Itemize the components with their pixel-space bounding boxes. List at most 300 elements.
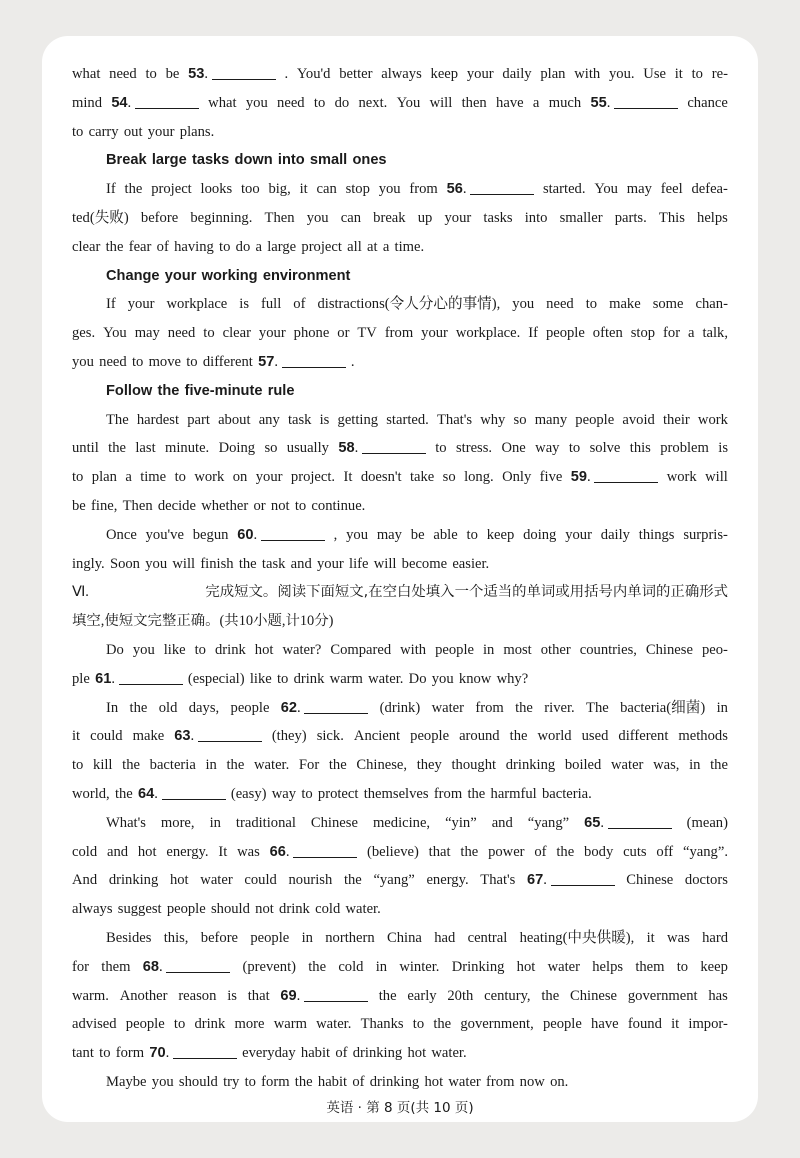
word: had <box>434 929 456 946</box>
word: and <box>106 843 129 860</box>
word: big, <box>268 181 291 198</box>
word: That's <box>436 411 473 428</box>
word: people <box>125 1016 165 1033</box>
word: things <box>638 526 675 543</box>
word: do <box>235 238 251 255</box>
answer-blank[interactable] <box>362 437 426 454</box>
word: to <box>276 670 289 687</box>
word: could <box>244 872 277 889</box>
word: harmful <box>490 785 537 802</box>
word: Use <box>643 66 666 82</box>
text-line <box>72 722 728 751</box>
section-instruction <box>72 607 728 636</box>
word: you <box>132 641 155 658</box>
word: at <box>367 238 378 255</box>
word: looks <box>200 181 233 198</box>
word: central <box>467 929 508 946</box>
word: the <box>541 987 560 1004</box>
word: ple <box>72 670 90 687</box>
word: to <box>194 641 206 658</box>
word: to <box>145 66 157 82</box>
word: ges. <box>72 325 96 342</box>
word: drinking <box>369 1073 420 1090</box>
word: (believe) <box>366 843 419 860</box>
word: like <box>249 670 272 687</box>
text-line <box>72 895 728 924</box>
word: habit <box>317 1073 348 1090</box>
word: need <box>99 353 127 370</box>
word: a <box>125 469 132 486</box>
word: will <box>705 469 728 486</box>
word: full <box>261 296 282 313</box>
word: was, <box>653 757 680 774</box>
word: that <box>247 987 270 1004</box>
text-line <box>72 319 728 348</box>
word: (especial) <box>187 670 245 687</box>
answer-blank[interactable] <box>261 524 325 541</box>
word: Break <box>106 152 147 169</box>
word: a <box>688 325 695 342</box>
word: any <box>258 411 280 428</box>
word: used <box>581 728 609 745</box>
word: the <box>105 238 124 255</box>
word: Once <box>106 526 137 543</box>
question-blank: 57. <box>258 348 346 377</box>
word: was <box>237 843 260 860</box>
word: be <box>410 526 425 543</box>
answer-blank[interactable] <box>198 725 262 742</box>
word: time <box>140 469 167 486</box>
word: the <box>226 757 245 774</box>
word: may <box>134 325 160 342</box>
word: peo- <box>701 641 728 658</box>
word: you've <box>145 526 184 543</box>
word: in <box>301 929 313 946</box>
word: your <box>258 325 286 342</box>
word: move <box>148 353 181 370</box>
text-line <box>72 492 728 521</box>
word: the <box>378 987 397 1004</box>
word: TV <box>357 325 377 342</box>
word: to <box>568 440 581 457</box>
word: your <box>147 123 175 140</box>
word: everyday <box>242 1045 296 1062</box>
word: (mean) <box>686 814 728 831</box>
question-number: 63 <box>174 728 191 745</box>
word: of <box>534 843 547 860</box>
word: too <box>240 181 260 198</box>
word: from <box>475 699 504 716</box>
word: become <box>401 555 448 572</box>
word: up <box>417 209 433 226</box>
word: to <box>72 469 84 486</box>
word: may <box>626 181 652 198</box>
word: all <box>347 238 362 255</box>
word: ingly. <box>72 555 105 572</box>
word: winter. <box>399 958 440 975</box>
answer-blank[interactable] <box>614 92 678 109</box>
word: themselves <box>363 785 429 802</box>
word: warm <box>329 670 363 687</box>
word: smaller <box>559 209 603 226</box>
word: the <box>157 382 180 399</box>
word: the <box>343 872 362 889</box>
word: the <box>460 843 479 860</box>
word: Soon <box>109 555 140 572</box>
word: early <box>407 987 437 1004</box>
word: take <box>409 469 435 486</box>
word: task <box>287 411 312 428</box>
word: is <box>239 296 250 313</box>
word: out <box>123 123 143 140</box>
word: the <box>122 757 140 774</box>
word: beginning. <box>190 209 253 226</box>
text-line <box>72 751 728 780</box>
word: started. <box>386 411 429 428</box>
word: so <box>264 440 278 457</box>
word: and <box>491 814 513 831</box>
word: methods <box>678 728 728 745</box>
question-blank: 68. <box>143 953 231 982</box>
word: drinking <box>505 757 556 774</box>
question-blank: 67. <box>527 866 615 895</box>
word: part <box>187 411 210 428</box>
word: what <box>72 66 101 82</box>
word: nourish <box>288 872 333 889</box>
word: ones <box>352 152 387 169</box>
word: One <box>501 440 526 457</box>
word: “yang”. <box>683 843 728 860</box>
word: like <box>163 641 186 658</box>
word: getting <box>337 411 379 428</box>
text-line <box>72 665 728 694</box>
word: you <box>346 526 368 543</box>
text-line <box>72 89 728 118</box>
text-line <box>72 694 728 723</box>
word: or <box>253 497 266 514</box>
answer-blank[interactable] <box>119 668 183 685</box>
word: about <box>218 411 251 428</box>
word: project. <box>290 469 336 486</box>
word: cold <box>338 958 364 975</box>
answer-blank[interactable] <box>173 1042 237 1059</box>
text-line <box>72 204 728 233</box>
word: cold <box>315 901 341 918</box>
word: from <box>433 785 463 802</box>
question-number: 59 <box>570 469 587 486</box>
word: the <box>308 958 327 975</box>
word: will <box>373 555 397 572</box>
word: be <box>72 497 86 514</box>
word: For <box>298 757 320 774</box>
question-number: 58 <box>338 440 355 457</box>
word: make <box>609 296 641 313</box>
word: workplace <box>166 296 228 313</box>
exam-page <box>42 36 758 1122</box>
word: what <box>208 94 237 111</box>
word: , <box>333 526 338 543</box>
question-blank: 70. <box>149 1039 237 1068</box>
question-blank: 56. <box>447 175 535 204</box>
word: helps <box>592 958 624 975</box>
text-line <box>72 118 728 147</box>
word: workplace. <box>455 325 521 342</box>
question-blank: 62. <box>281 694 369 723</box>
word: daily <box>600 526 630 543</box>
word: You <box>396 94 421 111</box>
word: bacteria(细菌) <box>620 699 706 716</box>
question-blank: 65. <box>584 809 672 838</box>
word: northern <box>325 929 375 946</box>
text-line <box>72 463 728 492</box>
answer-blank[interactable] <box>293 841 357 858</box>
word: other <box>540 641 571 658</box>
answer-blank[interactable] <box>470 178 534 195</box>
word: last <box>135 440 156 457</box>
question-number: 56 <box>446 181 463 198</box>
word: break <box>373 209 406 226</box>
word: you <box>245 94 268 111</box>
word: talk, <box>702 325 728 342</box>
word: have <box>496 94 524 111</box>
word: you <box>306 209 329 226</box>
text-line <box>72 636 728 665</box>
word: started. <box>542 181 586 198</box>
answer-blank[interactable] <box>282 351 346 368</box>
text-line <box>72 233 728 262</box>
word: people <box>230 699 270 716</box>
word: the <box>467 785 486 802</box>
word: impor- <box>688 1016 728 1033</box>
word: having <box>174 238 214 255</box>
question-number: 54 <box>111 94 128 111</box>
word: better <box>339 66 373 82</box>
word: medicine, <box>372 814 431 831</box>
word: to <box>72 123 84 140</box>
word: to <box>99 1045 111 1062</box>
word: hard <box>702 929 728 946</box>
word: days, <box>188 699 220 716</box>
answer-blank[interactable] <box>304 697 368 714</box>
word: government, <box>460 1016 534 1033</box>
word: cold <box>72 843 98 860</box>
word: thought <box>451 757 497 774</box>
word: Ancient <box>353 728 401 745</box>
question-number: 69 <box>280 987 297 1004</box>
word: doing <box>523 526 557 543</box>
word: What's <box>106 814 146 831</box>
word: the <box>509 728 528 745</box>
word: Do <box>106 641 124 658</box>
word: easier. <box>452 555 490 572</box>
word: keep <box>430 66 459 82</box>
word: need <box>277 94 305 111</box>
question-number: 61 <box>95 670 112 687</box>
word: small <box>309 152 348 169</box>
word: chan- <box>695 296 728 313</box>
answer-blank[interactable] <box>608 812 672 829</box>
section-instruction <box>72 578 728 607</box>
word: next. <box>358 94 388 111</box>
word: of <box>293 296 306 313</box>
question-number: 70 <box>149 1045 166 1062</box>
word: Then <box>122 497 153 514</box>
word: the <box>515 699 533 716</box>
word: the <box>294 1073 313 1090</box>
word: water. <box>431 1045 467 1062</box>
word: keep <box>486 526 515 543</box>
word: ted(失败) <box>72 209 129 226</box>
word: people <box>575 411 615 428</box>
word: people <box>545 325 585 342</box>
word: And <box>72 872 98 889</box>
word: Chinese, <box>356 757 408 774</box>
word: whether <box>201 497 249 514</box>
word: this <box>629 440 651 457</box>
word: of <box>156 238 169 255</box>
answer-blank[interactable] <box>594 466 658 483</box>
word: to <box>72 757 84 774</box>
question-blank: 66. <box>270 838 358 867</box>
word: need <box>546 296 574 313</box>
text-line <box>72 1068 728 1097</box>
word: people <box>435 641 474 658</box>
word: in <box>716 699 728 716</box>
question-blank: 54. <box>111 89 199 118</box>
word: the <box>108 440 126 457</box>
text-line <box>72 982 728 1011</box>
word: hot <box>424 1073 444 1090</box>
word: their <box>662 411 690 428</box>
word: some <box>652 296 684 313</box>
word: habit <box>300 1045 331 1062</box>
word: to <box>131 353 144 370</box>
word: with <box>574 66 601 82</box>
answer-blank[interactable] <box>166 956 230 973</box>
answer-blank[interactable] <box>135 92 199 109</box>
word: for <box>663 325 681 342</box>
word: to <box>313 94 326 111</box>
word: your <box>444 209 472 226</box>
word: “yang” <box>527 814 570 831</box>
text-line <box>72 953 728 982</box>
word: it <box>72 728 81 745</box>
word: people <box>542 1016 582 1033</box>
word: traditional <box>235 814 296 831</box>
word: large <box>151 152 187 169</box>
word: drink <box>214 641 246 658</box>
word: not <box>255 901 274 918</box>
word: hot <box>516 958 536 975</box>
section-heading <box>72 146 728 175</box>
word: boiled <box>564 757 602 774</box>
answer-blank[interactable] <box>551 869 615 886</box>
word: way <box>535 440 560 457</box>
text-line <box>72 406 728 435</box>
word: this, <box>163 929 189 946</box>
word: have <box>591 1016 619 1033</box>
question-number: 64 <box>138 785 155 802</box>
word: stop <box>345 181 370 198</box>
word: You'd <box>296 66 331 82</box>
word: work <box>697 411 728 428</box>
word: you <box>512 296 535 313</box>
word: it <box>646 929 655 946</box>
word: able <box>433 526 458 543</box>
word: to <box>585 296 598 313</box>
word: . <box>350 353 355 370</box>
word: from <box>409 181 438 198</box>
word: minute. <box>165 440 210 457</box>
question-number: 65 <box>584 814 601 831</box>
word: to <box>466 526 478 543</box>
word: the <box>129 699 148 716</box>
word: to <box>186 353 198 370</box>
word: always <box>72 901 113 918</box>
word: you. <box>608 66 635 82</box>
word: feel <box>660 181 683 198</box>
word: advised <box>72 1016 117 1033</box>
word: to <box>174 469 186 486</box>
word: much <box>548 94 582 111</box>
word: it <box>299 181 308 198</box>
question-blank: 69. <box>280 982 368 1011</box>
word: to <box>294 497 307 514</box>
word: warm <box>273 1016 307 1033</box>
section-heading <box>72 262 728 291</box>
word: should <box>178 1073 218 1090</box>
word: different <box>202 353 253 370</box>
text-line <box>72 521 728 550</box>
word: not <box>270 497 290 514</box>
word: defea- <box>691 181 728 198</box>
text-line <box>72 1039 728 1068</box>
word: tasks <box>191 152 230 169</box>
word: will <box>172 555 196 572</box>
text-line <box>72 866 728 895</box>
word: it <box>671 1016 680 1033</box>
word: solve <box>589 440 621 457</box>
question-blank: 58. <box>338 434 426 463</box>
question-blank: 53. <box>188 60 276 89</box>
question-blank: 55. <box>590 89 678 118</box>
word: you <box>431 670 454 687</box>
word: your <box>164 267 197 284</box>
word: warm. <box>72 987 109 1004</box>
word: your <box>421 325 448 342</box>
word: a <box>382 238 390 255</box>
answer-blank[interactable] <box>162 783 226 800</box>
word: for <box>72 958 90 975</box>
word: (they) <box>271 728 307 745</box>
word: decide <box>157 497 196 514</box>
word: five-minute <box>184 382 263 399</box>
word: found <box>627 1016 662 1033</box>
word: (easy) <box>230 785 267 802</box>
answer-blank[interactable] <box>304 985 368 1002</box>
word: It <box>218 843 228 860</box>
word: you <box>151 1073 174 1090</box>
word: different <box>618 728 669 745</box>
word: the <box>556 843 575 860</box>
answer-blank[interactable] <box>212 63 276 80</box>
word: and <box>290 555 312 572</box>
question-number: 68 <box>142 958 159 975</box>
word: phone <box>293 325 330 342</box>
word: in <box>689 757 701 774</box>
word: hot <box>137 843 157 860</box>
word: the <box>114 785 133 802</box>
